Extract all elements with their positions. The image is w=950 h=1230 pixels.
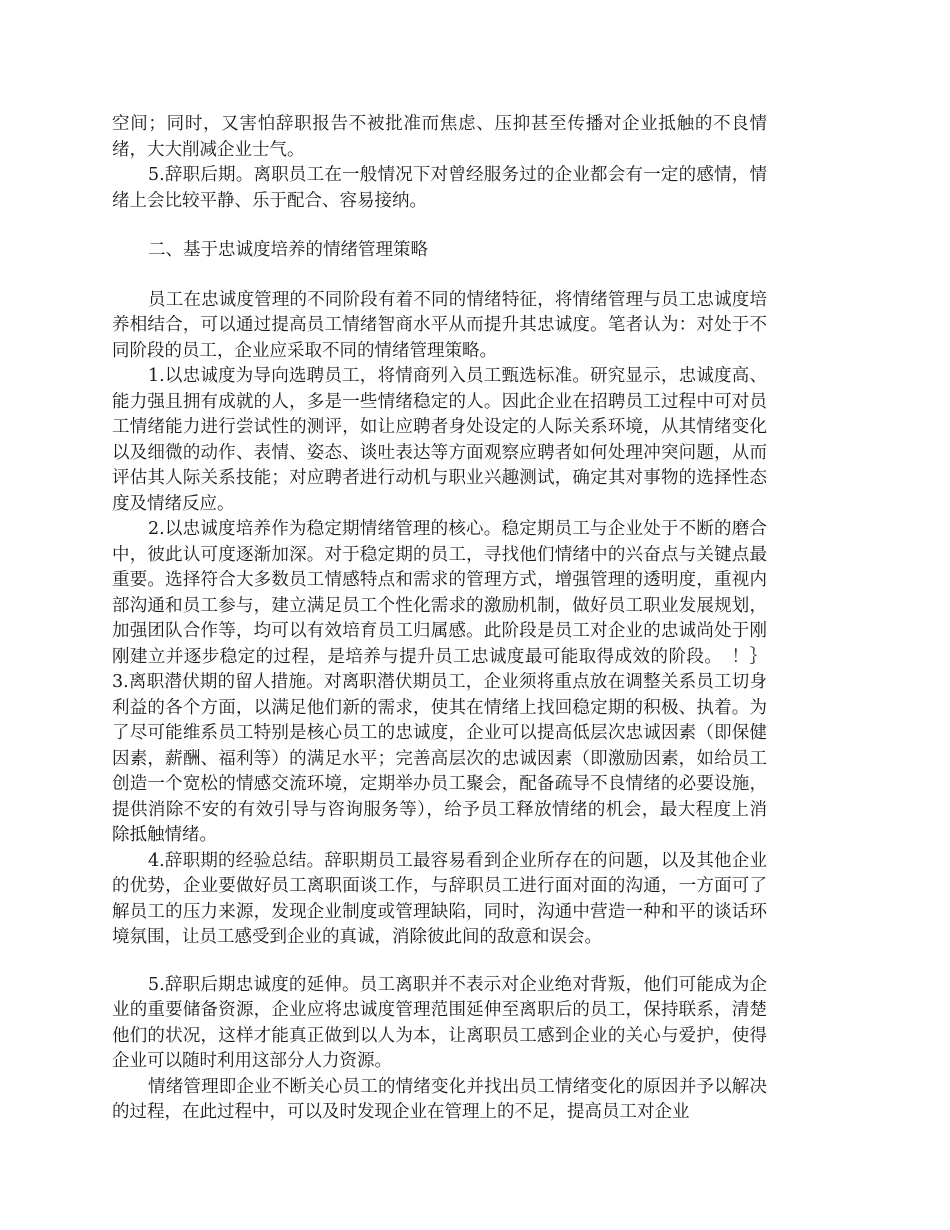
spacer (112, 951, 767, 973)
spacer (112, 214, 767, 238)
section-heading: 二、基于忠诚度培养的情绪管理策略 (148, 240, 428, 260)
paragraph-strategy-4: 4.辞职期的经验总结。辞职期员工最容易看到企业所存在的问题，以及其他企业的优势，企业要做好员工离职面谈工作，与辞职员工进行面对面的沟通，一方面可了解员工的压力来源，发现企业制度或管理缺陷，同时，沟通中营造一种和平的谈话环境氛围，让员工感受到企业的真诚，消除彼此间的敌意和误会。 (112, 850, 767, 947)
spacer (112, 264, 767, 288)
document-page (112, 112, 767, 1126)
paragraph-strategy-1: 1.以忠诚度为导向选聘员工，将情商列入员工甄选标准。研究显示，忠诚度高、能力强且拥有成就的人，多是一些情绪稳定的人。因此企业在招聘员工过程中可对员工情绪能力进行尝试性的测评，如让应聘者身处设定的人际关系环境，从其情绪变化以及细微的动作、表情、姿态、谈吐表达等方面观察应聘者如何处理冲突问题，从而评估其人际关系技能；对应聘者进行动机与职业兴趣测试，确定其对事物的选择性态度及情绪反应。 (112, 366, 767, 514)
paragraph-conclusion: 情绪管理即企业不断关心员工的情绪变化并找出员工情绪变化的原因并予以解决的过程，在此过程中，可以及时发现企业在管理上的不足，提高员工对企业 (112, 1076, 767, 1122)
paragraph-strategy-5: 5.辞职后期忠诚度的延伸。员工离职并不表示对企业绝对背叛，他们可能成为企业的重要储备资源，企业应将忠诚度管理范围延伸至离职后的员工，保持联系，清楚他们的状况，这样才能真正做到以人为本，让离职员工感到企业的关心与爱护，使得企业可以随时利用这部分人力资源。 (112, 974, 767, 1071)
paragraph-continuation: 空间；同时，又害怕辞职报告不被批准而焦虑、压抑甚至传播对企业抵触的不良情绪，大大削减企业士气。 (112, 114, 767, 160)
paragraph-strategy-2-3: 2.以忠诚度培养作为稳定期情绪管理的核心。稳定期员工与企业处于不断的磨合中，彼此认可度逐渐加深。对于稳定期的员工，寻找他们情绪中的兴奋点与关键点最重要。选择符合大多数员工情感特点和需求的管理方式，增强管理的透明度，重视内部沟通和员工参与，建立满足员工个性化需求的激励机制，做好员工职业发展规划，加强团队合作等，均可以有效培育员工归属感。此阶段是员工对企业的忠诚尚处于刚刚建立并逐步稳定的过程，是培养与提升员工忠诚度最可能取得成效的阶段。 ！｝3.离职潜伏期的留人措施。对离职潜伏期员工，企业须将重点放在调整关系员工切身利益的各个方面，以满足他们新的需求，使其在情绪上找回稳定期的积极、执着。为了尽可能维系员工特别是核心员工的忠诚度，企业可以提高低层次忠诚因素（即保健因素，薪酬、福利等）的满足水平；完善高层次的忠诚因素（即激励因素，如给员工创造一个宽松的情感交流环境，定期举办员工聚会，配备疏导不良情绪的必要设施，提供消除不安的有效引导与咨询服务等），给予员工释放情绪的机会，最大程度上消除抵触情绪。 (112, 519, 767, 845)
paragraph-post-resignation: 5.辞职后期。离职员工在一般情况下对曾经服务过的企业都会有一定的感情，情绪上会比较平静、乐于配合、容易接纳。 (112, 165, 767, 211)
paragraph-intro: 员工在忠诚度管理的不同阶段有着不同的情绪特征，将情绪管理与员工忠诚度培养相结合，可以通过提高员工情绪智商水平从而提升其忠诚度。笔者认为：对处于不同阶段的员工，企业应采取不同的情绪管理策略。 (112, 289, 767, 361)
